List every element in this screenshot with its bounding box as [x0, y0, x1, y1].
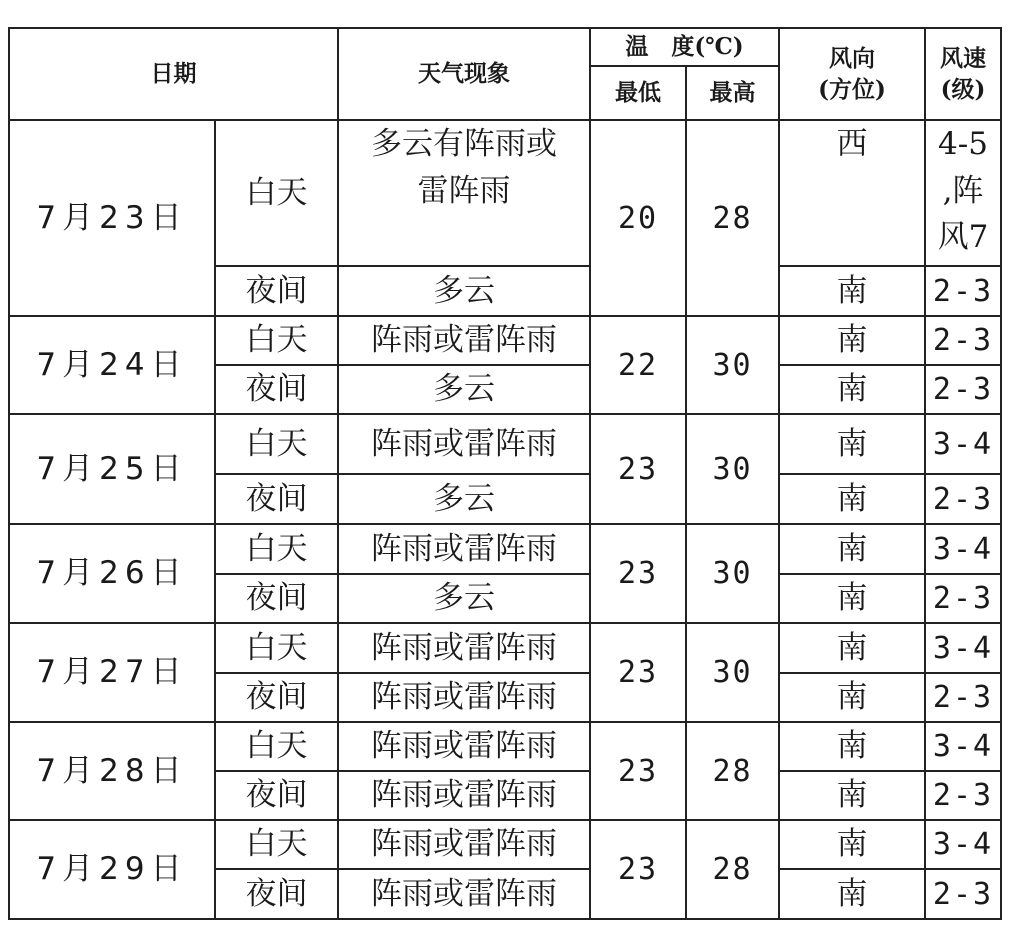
weather-cell: 阵雨或雷阵雨 — [338, 524, 590, 574]
wind-speed-cell: 2-3 — [925, 673, 1001, 722]
weather-line: 多云有阵雨或 — [371, 126, 557, 162]
wind-direction-cell: 南 — [779, 623, 925, 673]
period-cell: 夜间 — [215, 266, 338, 316]
wind-speed-cell: 2-3 — [925, 574, 1001, 623]
temp-max-cell: 28 — [686, 722, 779, 820]
period-cell: 白天 — [215, 623, 338, 673]
period-cell: 白天 — [215, 722, 338, 771]
wind-speed-cell: 2-3 — [925, 474, 1001, 524]
temp-max-cell: 30 — [686, 316, 779, 414]
wind-speed-line: 4-5 — [938, 126, 988, 162]
weather-cell: 多云 — [338, 574, 590, 623]
header-wind-direction — [779, 28, 925, 120]
wind-direction-cell: 南 — [779, 574, 925, 623]
wind-direction-cell: 西 — [779, 120, 925, 266]
period-cell: 白天 — [215, 120, 338, 266]
date-cell: 7月29日 — [9, 820, 215, 919]
wind-direction-cell: 南 — [779, 722, 925, 771]
temp-min-cell: 20 — [590, 120, 686, 316]
weather-cell: 多云 — [338, 474, 590, 524]
wind-speed-cell: 3-4 — [925, 820, 1001, 869]
table-row — [9, 316, 1001, 365]
header-temp-max: 最高 — [686, 66, 779, 120]
wind-direction-cell: 南 — [779, 820, 925, 869]
date-cell: 7月24日 — [9, 316, 215, 414]
temp-min-cell: 23 — [590, 524, 686, 623]
period-cell: 夜间 — [215, 673, 338, 722]
period-cell: 白天 — [215, 524, 338, 574]
wind-speed-cell: 2-3 — [925, 869, 1001, 919]
wind-speed-line: 风7 — [937, 219, 989, 255]
header-weather: 天气现象 — [338, 28, 590, 120]
table-row — [9, 120, 1001, 266]
weather-cell: 阵雨或雷阵雨 — [338, 820, 590, 869]
table-row — [9, 524, 1001, 574]
wind-direction-cell: 南 — [779, 316, 925, 365]
weather-cell: 多云 — [338, 266, 590, 316]
date-cell: 7月25日 — [9, 414, 215, 524]
wind-direction-cell: 南 — [779, 365, 925, 414]
wind-direction-cell: 南 — [779, 869, 925, 919]
period-cell: 夜间 — [215, 474, 338, 524]
wind-speed-cell: 2-3 — [925, 316, 1001, 365]
temp-min-cell: 23 — [590, 722, 686, 820]
weather-cell: 阵雨或雷阵雨 — [338, 673, 590, 722]
weather-cell: 阵雨或雷阵雨 — [338, 869, 590, 919]
temp-max-cell: 30 — [686, 623, 779, 722]
header-wind-speed-line2: (级) — [940, 76, 986, 103]
header-date: 日期 — [9, 28, 338, 120]
wind-speed-cell — [925, 120, 1001, 266]
period-cell: 夜间 — [215, 869, 338, 919]
weather-cell — [338, 120, 590, 266]
date-cell: 7月27日 — [9, 623, 215, 722]
weather-cell: 阵雨或雷阵雨 — [338, 623, 590, 673]
header-wind-speed — [925, 28, 1001, 120]
weather-cell: 多云 — [338, 365, 590, 414]
wind-direction-cell: 南 — [779, 266, 925, 316]
wind-speed-cell: 2-3 — [925, 771, 1001, 820]
weather-cell: 阵雨或雷阵雨 — [338, 771, 590, 820]
temp-max-cell: 30 — [686, 414, 779, 524]
wind-direction-cell: 南 — [779, 414, 925, 474]
wind-speed-cell: 3-4 — [925, 722, 1001, 771]
header-wind-direction-line2: (方位) — [818, 76, 886, 103]
table-row — [9, 820, 1001, 869]
date-cell: 7月26日 — [9, 524, 215, 623]
temp-min-cell: 23 — [590, 820, 686, 919]
temp-max-cell: 28 — [686, 120, 779, 316]
table-row — [9, 623, 1001, 673]
period-cell: 夜间 — [215, 365, 338, 414]
table-row — [9, 722, 1001, 771]
date-cell: 7月23日 — [9, 120, 215, 316]
header-wind-speed-line1: 风速 — [940, 44, 986, 72]
header-temp-min: 最低 — [590, 66, 686, 120]
wind-speed-cell: 2-3 — [925, 266, 1001, 316]
wind-direction-cell: 南 — [779, 673, 925, 722]
wind-speed-cell: 3-4 — [925, 414, 1001, 474]
weather-cell: 阵雨或雷阵雨 — [338, 722, 590, 771]
forecast-table — [8, 27, 1002, 920]
weather-cell: 阵雨或雷阵雨 — [338, 414, 590, 474]
period-cell: 夜间 — [215, 574, 338, 623]
period-cell: 白天 — [215, 316, 338, 365]
temp-max-cell: 28 — [686, 820, 779, 919]
wind-speed-cell: 3-4 — [925, 623, 1001, 673]
wind-direction-cell: 南 — [779, 771, 925, 820]
table-row — [9, 414, 1001, 474]
weather-line: 雷阵雨 — [417, 172, 511, 209]
weather-cell: 阵雨或雷阵雨 — [338, 316, 590, 365]
temp-min-cell: 22 — [590, 316, 686, 414]
period-cell: 白天 — [215, 820, 338, 869]
temp-min-cell: 23 — [590, 623, 686, 722]
forecast-table-wrapper — [8, 27, 1002, 920]
wind-direction-cell: 南 — [779, 474, 925, 524]
wind-direction-cell: 南 — [779, 524, 925, 574]
date-cell: 7月28日 — [9, 722, 215, 820]
temp-max-cell: 30 — [686, 524, 779, 623]
wind-speed-cell: 3-4 — [925, 524, 1001, 574]
wind-speed-line: ,阵 — [942, 172, 984, 209]
header-temperature: 温 度(℃) — [590, 28, 779, 66]
wind-speed-cell: 2-3 — [925, 365, 1001, 414]
temp-min-cell: 23 — [590, 414, 686, 524]
period-cell: 夜间 — [215, 771, 338, 820]
period-cell: 白天 — [215, 414, 338, 474]
header-wind-direction-line1: 风向 — [829, 44, 875, 72]
